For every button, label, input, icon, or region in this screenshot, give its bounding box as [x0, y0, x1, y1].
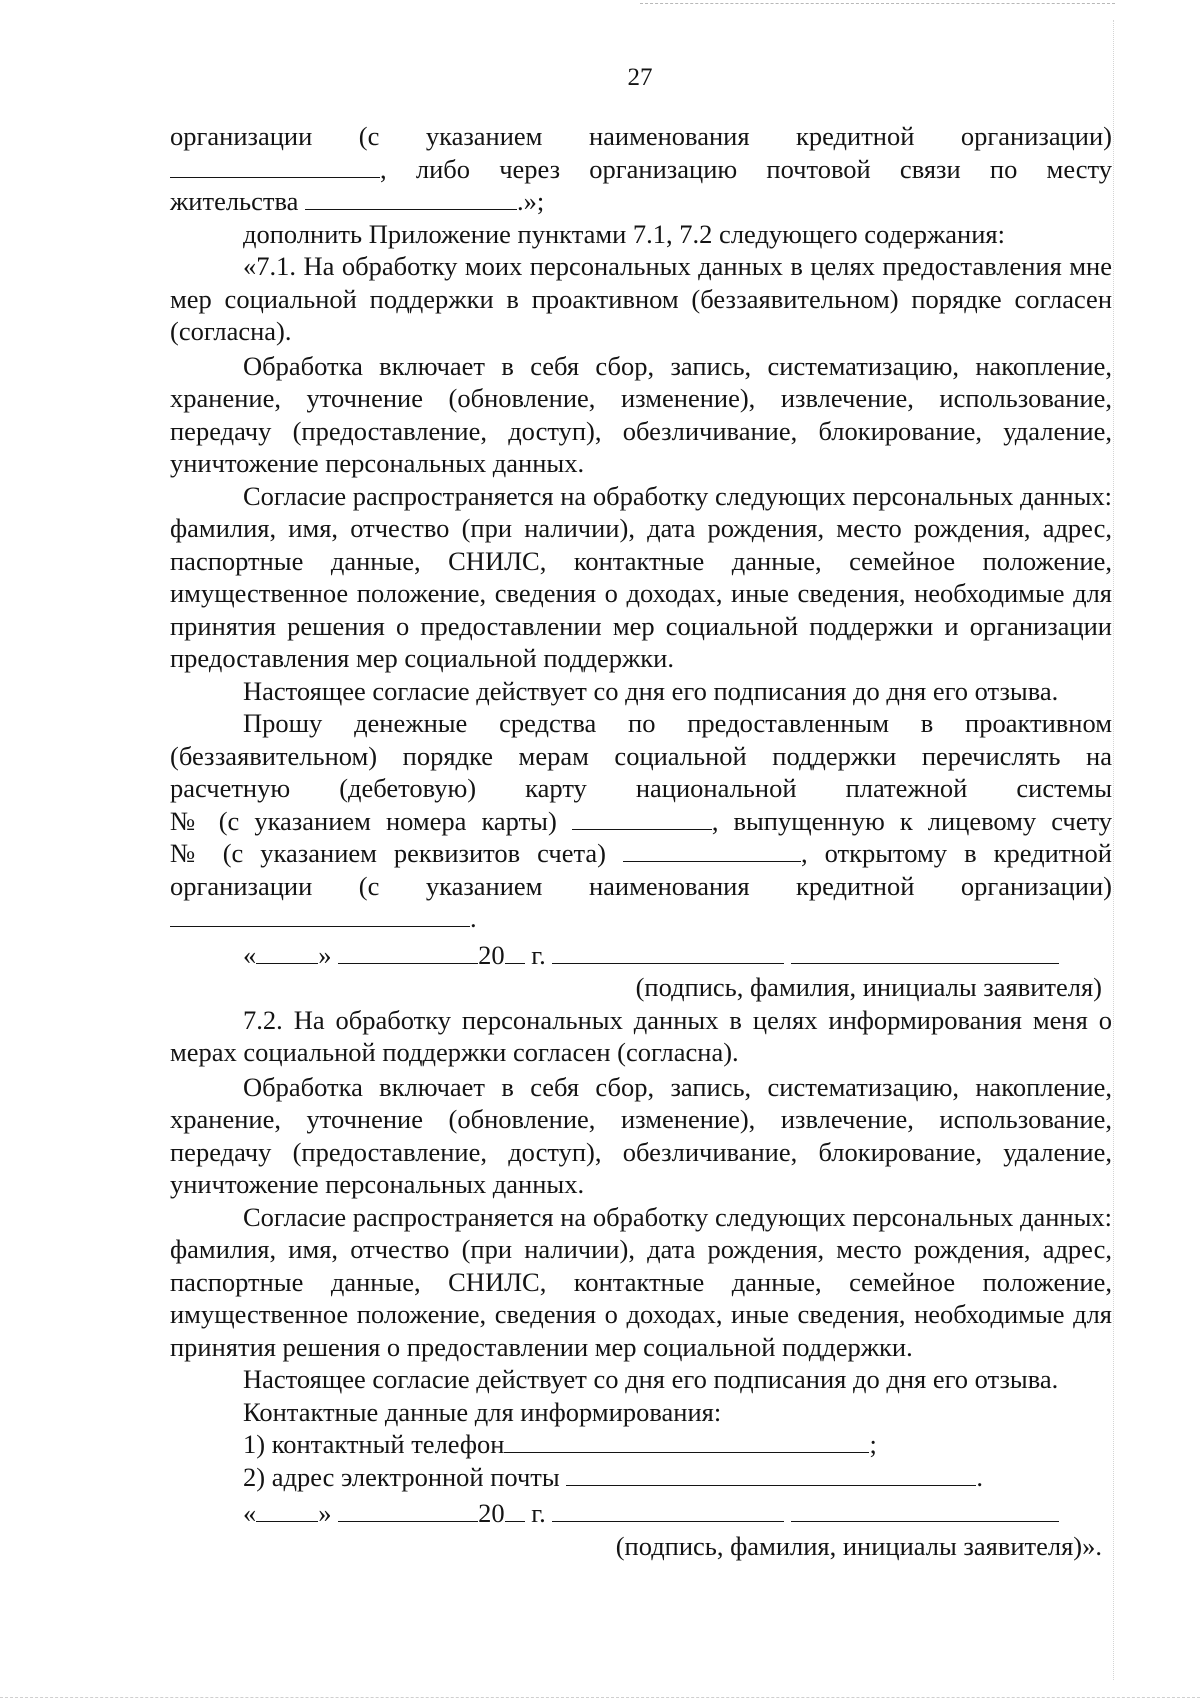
intro-line-3-end: .»; — [517, 186, 545, 216]
name-blank — [791, 939, 1059, 964]
year-prefix: 20 — [478, 939, 505, 970]
name-blank-2 — [791, 1497, 1059, 1522]
phone-end: ; — [869, 1429, 877, 1459]
intro-line-2-text: , либо через организацию почтовой связи по месту — [380, 153, 1112, 184]
bank-end: . — [470, 903, 477, 933]
intro-line-1: организации (с указанием наименования кредитной организации) — [170, 121, 1112, 151]
card-label: № (с указанием номера карты) — [170, 805, 557, 836]
scan-edge-right — [1113, 20, 1114, 1680]
signature-blank — [552, 939, 784, 964]
email-blank — [566, 1461, 976, 1486]
document-body — [170, 120, 1112, 1562]
day-blank-2 — [256, 1497, 318, 1522]
year-suffix: г. — [531, 939, 546, 970]
date-close-quote-2: » — [318, 1498, 332, 1528]
signature-blank-2 — [552, 1497, 784, 1522]
signature-caption-1: (подпись, фамилия, инициалы заявителя) — [635, 972, 1102, 1002]
p71-request: Прошу денежные средства по предоставленным в проактивном (беззаявительном) порядке мерам социальной поддержки перечислять на расчетную (дебетовую) карту национальной платежной системы — [170, 708, 1112, 803]
signature-line-2 — [170, 1497, 1112, 1530]
p71-validity: Настоящее согласие действует со дня его подписания до дня его отзыва. — [243, 675, 1059, 706]
p71-scope: Согласие распространяется на обработку следующих персональных данных: фамилия, имя, отчество (при наличии), дата рождения, место рождения, адрес, паспортные данные, СНИЛС, контактные данные, семейное положение, имущественное положение, сведения о доходах, иные сведения, необходимые для принятия решения о предоставлении мер социальной поддержки и организации предоставления мер социальной поддержки. — [170, 480, 1112, 673]
scan-edge-top — [640, 3, 1115, 4]
email-end: . — [976, 1461, 983, 1492]
year-blank — [505, 939, 525, 964]
p71-account-line — [170, 837, 1112, 870]
date-open-quote: « — [243, 939, 257, 970]
card-tail: , выпущенную к лицевому счету — [711, 805, 1112, 836]
date-close-quote: » — [318, 939, 332, 970]
residence-blank — [305, 185, 517, 210]
month-blank — [338, 939, 478, 964]
p72-consent: 7.2. На обработку персональных данных в целях информирования меня о мерах социальной поддержки согласен (согласна). — [170, 1004, 1112, 1067]
intro-line-3 — [170, 185, 1112, 218]
p72-email-line — [170, 1461, 1112, 1494]
scan-edge-bottom — [0, 1697, 1200, 1698]
year-blank-2 — [505, 1497, 525, 1522]
page-number: 27 — [627, 64, 653, 91]
p72-phone-line — [170, 1428, 1112, 1461]
p72-validity: Настоящее согласие действует со дня его подписания до дня его отзыва. — [243, 1364, 1059, 1394]
day-blank — [256, 939, 318, 964]
phone-label: 1) контактный телефон — [243, 1429, 505, 1459]
phone-blank — [504, 1428, 869, 1453]
p72-scope: Согласие распространяется на обработку следующих персональных данных: фамилия, имя, отчество (при наличии), дата рождения, место рождения, адрес, паспортные данные, СНИЛС, контактные данные, семейное положение, имущественное положение, сведения о доходах, иные сведения, необходимые для принятия решения о предоставлении мер социальной поддержки. — [170, 1201, 1112, 1362]
p72-processing: Обработка включает в себя сбор, запись, систематизацию, накопление, хранение, уточнение (обновление, изменение), извлечение, использование, передачу (предоставление, доступ), обезличивание, блокирование, удаление, уничтожение персональных данных. — [170, 1071, 1112, 1199]
account-details-blank — [623, 837, 801, 862]
card-number-blank — [572, 805, 712, 830]
account-label: № (с указанием реквизитов счета) — [170, 838, 606, 868]
date-open-quote-2: « — [243, 1498, 257, 1528]
email-label: 2) адрес электронной почты — [243, 1461, 560, 1492]
credit-org-blank — [170, 902, 470, 927]
p71-card-line — [170, 805, 1112, 838]
p71-bank-blank-line — [170, 902, 1112, 935]
intro-line-2 — [170, 153, 1112, 186]
signature-line-1 — [170, 939, 1112, 972]
p71-bank-line: организации (с указанием наименования кредитной организации) — [170, 870, 1112, 901]
month-blank-2 — [338, 1497, 478, 1522]
supplement-instruction: дополнить Приложение пунктами 7.1, 7.2 следующего содержания: — [243, 218, 1005, 249]
bank-name-blank — [170, 153, 380, 178]
intro-line-3-text: жительства — [170, 186, 299, 216]
p72-contacts-heading: Контактные данные для информирования: — [243, 1396, 722, 1427]
p71-processing: Обработка включает в себя сбор, запись, систематизацию, накопление, хранение, уточнение (обновление, изменение), извлечение, использование, передачу (предоставление, доступ), обезличивание, блокирование, удаление, уничтожение персональных данных. — [170, 350, 1112, 478]
signature-caption-2: (подпись, фамилия, инициалы заявителя)». — [615, 1530, 1102, 1561]
year-suffix-2: г. — [531, 1498, 546, 1528]
year-prefix-2: 20 — [478, 1498, 505, 1528]
account-tail: , открытому в кредитной — [801, 838, 1112, 868]
p71-consent: «7.1. На обработку моих персональных данных в целях предоставления мне мер социальной поддержки в проактивном (беззаявительном) порядке согласен (согласна). — [170, 251, 1112, 346]
